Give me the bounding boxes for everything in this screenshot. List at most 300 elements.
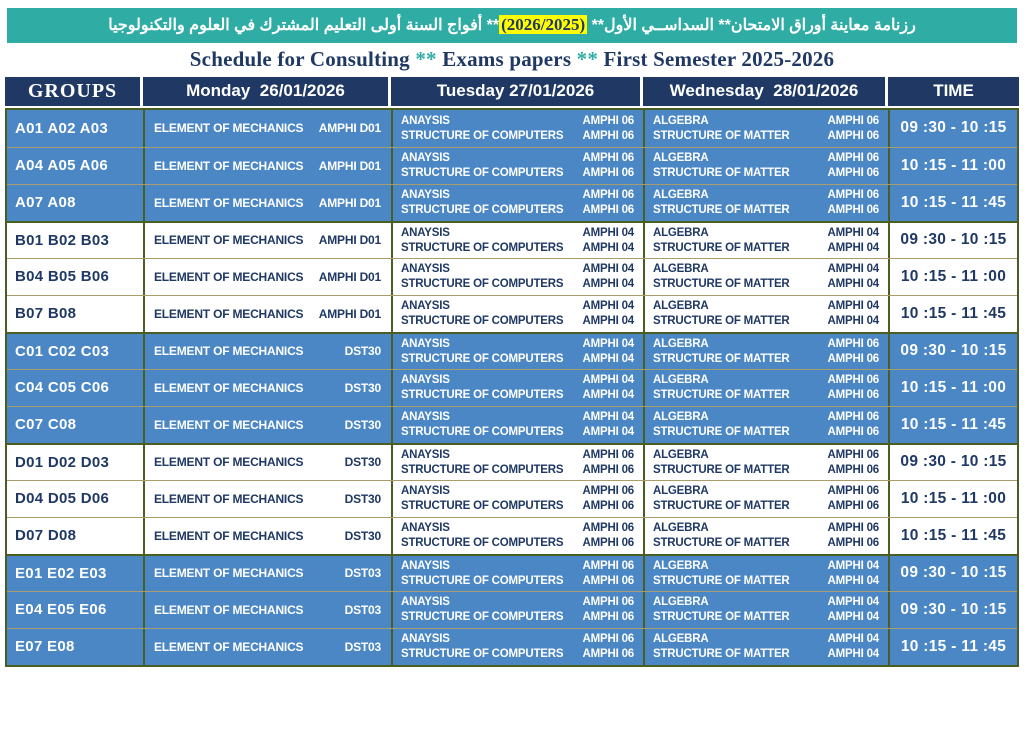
subject-label: ELEMENT OF MECHANICS — [154, 417, 304, 432]
room-label: AMPHI 04 — [827, 263, 879, 276]
wednesday-line-1 — [653, 115, 879, 127]
tuesday-line-2 — [401, 130, 634, 142]
room-label: AMPHI 04 — [827, 226, 879, 239]
groups-cell: E01 E02 E03 — [7, 556, 145, 591]
monday-cell — [145, 185, 393, 221]
wednesday-line-2 — [653, 167, 879, 179]
room-label: AMPHI 04 — [582, 352, 634, 365]
monday-cell — [145, 370, 393, 406]
wednesday-cell — [645, 407, 890, 443]
monday-cell — [145, 407, 393, 443]
banner-text-before: رزنامة معاينة أوراق الامتحان** السداســي الأول** — [587, 17, 916, 34]
groups-cell: E04 E05 E06 — [7, 592, 145, 628]
tuesday-cell — [393, 296, 645, 332]
room-label: AMPHI 06 — [582, 522, 634, 535]
groups-cell: B07 B08 — [7, 296, 145, 332]
time-cell: 09 :30 - 10 :15 — [900, 600, 1007, 618]
wednesday-line-2 — [653, 426, 879, 438]
wednesday-line-2 — [653, 130, 879, 142]
room-label: AMPHI 06 — [827, 189, 879, 202]
room-label: AMPHI 04 — [582, 337, 634, 350]
room-label: DST30 — [344, 417, 381, 432]
subject-label: STRUCTURE OF MATTER — [653, 500, 790, 513]
subject-label: STRUCTURE OF MATTER — [653, 241, 790, 254]
room-label: DST03 — [344, 566, 381, 581]
column-header-groups: GROUPS — [5, 77, 143, 106]
time-cell: 09 :30 - 10 :15 — [900, 231, 1007, 249]
tuesday-cell — [393, 629, 645, 665]
wednesday-cell — [645, 110, 890, 147]
wednesday-line-2 — [653, 575, 879, 587]
subject-label: STRUCTURE OF COMPUTERS — [401, 500, 564, 513]
room-label: AMPHI 06 — [827, 204, 879, 217]
subject-label: ELEMENT OF MECHANICS — [154, 344, 304, 359]
room-label: AMPHI 06 — [827, 337, 879, 350]
room-label: AMPHI 04 — [582, 374, 634, 387]
subject-label: ELEMENT OF MECHANICS — [154, 121, 304, 136]
subject-label: STRUCTURE OF MATTER — [653, 463, 790, 476]
tuesday-line-1 — [401, 115, 634, 127]
wednesday-line-2 — [653, 389, 879, 401]
tuesday-cell — [393, 259, 645, 295]
room-label: AMPHI 06 — [582, 537, 634, 550]
tuesday-line-2 — [401, 242, 634, 254]
subject-label: ALGEBRA — [653, 485, 709, 498]
room-label: AMPHI 06 — [827, 374, 879, 387]
wednesday-line-1 — [653, 227, 879, 239]
monday-cell — [145, 259, 393, 295]
tuesday-cell — [393, 445, 645, 480]
room-label: AMPHI 06 — [582, 559, 634, 572]
wednesday-line-1 — [653, 263, 879, 275]
subject-label: ALGEBRA — [653, 300, 709, 313]
tuesday-cell — [393, 518, 645, 554]
groups-cell: D01 D02 D03 — [7, 445, 145, 480]
room-label: AMPHI 06 — [582, 129, 634, 142]
room-label: AMPHI 04 — [582, 263, 634, 276]
table-row — [7, 480, 1017, 517]
tuesday-line-2 — [401, 315, 634, 327]
monday-cell — [145, 110, 393, 147]
wednesday-cell — [645, 334, 890, 369]
wednesday-line-1 — [653, 374, 879, 386]
subject-label: ELEMENT OF MECHANICS — [154, 233, 304, 248]
wednesday-cell — [645, 259, 890, 295]
room-label: AMPHI 06 — [582, 574, 634, 587]
room-label: AMPHI 04 — [582, 389, 634, 402]
column-header-monday: Monday 26/01/2026 — [143, 77, 391, 106]
wednesday-cell — [645, 370, 890, 406]
title-segment: Schedule for Consulting — [189, 46, 416, 71]
wednesday-cell — [645, 518, 890, 554]
room-label: AMPHI 06 — [582, 596, 634, 609]
room-label: AMPHI 06 — [582, 485, 634, 498]
column-header-tuesday: Tuesday 27/01/2026 — [391, 77, 643, 106]
room-label: AMPHI 04 — [827, 278, 879, 291]
time-cell: 10 :15 - 11 :45 — [900, 193, 1007, 211]
room-label: AMPHI 04 — [827, 241, 879, 254]
wednesday-line-1 — [653, 449, 879, 461]
room-label: AMPHI 04 — [582, 226, 634, 239]
tuesday-line-2 — [401, 500, 634, 512]
wednesday-line-2 — [653, 353, 879, 365]
room-label: AMPHI 06 — [582, 500, 634, 513]
subject-label: ANAYSIS — [401, 374, 450, 387]
tuesday-line-2 — [401, 537, 634, 549]
wednesday-cell — [645, 185, 890, 221]
subject-label: STRUCTURE OF COMPUTERS — [401, 241, 564, 254]
room-label: AMPHI 06 — [582, 114, 634, 127]
title-segment: Exams papers — [442, 46, 577, 71]
table-row — [7, 628, 1017, 665]
subject-label: STRUCTURE OF MATTER — [653, 204, 790, 217]
tuesday-cell — [393, 110, 645, 147]
table-row — [7, 295, 1017, 332]
table-row — [7, 591, 1017, 628]
tuesday-cell — [393, 148, 645, 184]
wednesday-line-2 — [653, 500, 879, 512]
monday-cell — [145, 629, 393, 665]
tuesday-cell — [393, 481, 645, 517]
subject-label: STRUCTURE OF COMPUTERS — [401, 426, 564, 439]
wednesday-line-2 — [653, 204, 879, 216]
subject-label: STRUCTURE OF MATTER — [653, 352, 790, 365]
wednesday-line-1 — [653, 485, 879, 497]
room-label: AMPHI 04 — [827, 596, 879, 609]
wednesday-line-1 — [653, 522, 879, 534]
tuesday-line-1 — [401, 227, 634, 239]
room-label: AMPHI 04 — [827, 633, 879, 646]
tuesday-line-1 — [401, 449, 634, 461]
time-cell: 09 :30 - 10 :15 — [900, 564, 1007, 582]
subject-label: ANAYSIS — [401, 226, 450, 239]
room-label: AMPHI 04 — [827, 648, 879, 661]
subject-label: ALGEBRA — [653, 596, 709, 609]
room-label: AMPHI 06 — [827, 463, 879, 476]
tuesday-line-1 — [401, 374, 634, 386]
room-label: DST30 — [344, 491, 381, 506]
room-label: AMPHI 06 — [582, 152, 634, 165]
room-label: AMPHI 04 — [827, 559, 879, 572]
tuesday-line-2 — [401, 648, 634, 660]
room-label: AMPHI 04 — [582, 411, 634, 424]
tuesday-cell — [393, 185, 645, 221]
page-title — [0, 47, 1024, 72]
wednesday-cell — [645, 629, 890, 665]
tuesday-line-2 — [401, 278, 634, 290]
groups-cell: D07 D08 — [7, 518, 145, 554]
room-label: AMPHI 06 — [582, 189, 634, 202]
banner-year-highlight: (2026/2025) — [501, 15, 586, 34]
groups-cell: A01 A02 A03 — [7, 110, 145, 147]
time-cell: 09 :30 - 10 :15 — [900, 453, 1007, 471]
table-row — [7, 443, 1017, 480]
subject-label: STRUCTURE OF COMPUTERS — [401, 463, 564, 476]
room-label: AMPHI 04 — [827, 611, 879, 624]
tuesday-line-1 — [401, 596, 634, 608]
tuesday-line-1 — [401, 189, 634, 201]
tuesday-line-1 — [401, 152, 634, 164]
wednesday-cell — [645, 223, 890, 258]
table-row — [7, 258, 1017, 295]
wednesday-line-1 — [653, 596, 879, 608]
groups-cell: A07 A08 — [7, 185, 145, 221]
subject-label: ELEMENT OF MECHANICS — [154, 491, 304, 506]
monday-cell — [145, 148, 393, 184]
subject-label: STRUCTURE OF COMPUTERS — [401, 352, 564, 365]
room-label: AMPHI 06 — [827, 411, 879, 424]
subject-label: STRUCTURE OF MATTER — [653, 611, 790, 624]
wednesday-cell — [645, 148, 890, 184]
monday-cell — [145, 592, 393, 628]
table-row — [7, 517, 1017, 554]
time-cell: 10 :15 - 11 :45 — [900, 415, 1007, 433]
subject-label: STRUCTURE OF MATTER — [653, 426, 790, 439]
wednesday-line-1 — [653, 338, 879, 350]
room-label: AMPHI 06 — [827, 522, 879, 535]
table-body — [5, 108, 1019, 667]
subject-label: ELEMENT OF MECHANICS — [154, 602, 304, 617]
tuesday-cell — [393, 370, 645, 406]
tuesday-line-1 — [401, 560, 634, 572]
subject-label: ANAYSIS — [401, 300, 450, 313]
wednesday-line-1 — [653, 152, 879, 164]
wednesday-line-1 — [653, 560, 879, 572]
table-row — [7, 332, 1017, 369]
subject-label: ANAYSIS — [401, 189, 450, 202]
room-label: AMPHI 06 — [582, 463, 634, 476]
subject-label: ALGEBRA — [653, 522, 709, 535]
room-label: AMPHI 06 — [827, 448, 879, 461]
subject-label: ELEMENT OF MECHANICS — [154, 566, 304, 581]
subject-label: STRUCTURE OF COMPUTERS — [401, 574, 564, 587]
subject-label: ELEMENT OF MECHANICS — [154, 528, 304, 543]
tuesday-line-2 — [401, 611, 634, 623]
groups-cell: A04 A05 A06 — [7, 148, 145, 184]
banner-text-after: ** أفواج السنة أولى التعليم المشترك في العلوم والتكنولوجيا — [108, 17, 500, 34]
tuesday-line-1 — [401, 338, 634, 350]
tuesday-line-2 — [401, 167, 634, 179]
subject-label: ALGEBRA — [653, 152, 709, 165]
subject-label: STRUCTURE OF MATTER — [653, 389, 790, 402]
subject-label: ANAYSIS — [401, 633, 450, 646]
subject-label: ALGEBRA — [653, 633, 709, 646]
groups-cell: C04 C05 C06 — [7, 370, 145, 406]
subject-label: ANAYSIS — [401, 448, 450, 461]
table-row — [7, 184, 1017, 221]
subject-label: ELEMENT OF MECHANICS — [154, 158, 304, 173]
room-label: DST30 — [344, 344, 381, 359]
subject-label: ALGEBRA — [653, 411, 709, 424]
room-label: AMPHI D01 — [318, 158, 381, 173]
room-label: AMPHI 06 — [827, 500, 879, 513]
subject-label: STRUCTURE OF MATTER — [653, 315, 790, 328]
subject-label: ALGEBRA — [653, 263, 709, 276]
subject-label: STRUCTURE OF MATTER — [653, 537, 790, 550]
subject-label: ANAYSIS — [401, 114, 450, 127]
room-label: AMPHI 04 — [827, 574, 879, 587]
subject-label: STRUCTURE OF COMPUTERS — [401, 648, 564, 661]
subject-label: ALGEBRA — [653, 114, 709, 127]
tuesday-line-2 — [401, 426, 634, 438]
room-label: AMPHI 06 — [582, 633, 634, 646]
monday-cell — [145, 556, 393, 591]
room-label: DST30 — [344, 380, 381, 395]
subject-label: ALGEBRA — [653, 337, 709, 350]
table-row — [7, 221, 1017, 258]
subject-label: STRUCTURE OF MATTER — [653, 129, 790, 142]
tuesday-line-2 — [401, 575, 634, 587]
subject-label: STRUCTURE OF COMPUTERS — [401, 129, 564, 142]
groups-cell: C01 C02 C03 — [7, 334, 145, 369]
room-label: AMPHI D01 — [318, 269, 381, 284]
room-label: AMPHI 04 — [582, 300, 634, 313]
groups-cell: D04 D05 D06 — [7, 481, 145, 517]
tuesday-cell — [393, 334, 645, 369]
room-label: DST30 — [344, 455, 381, 470]
room-label: AMPHI 06 — [827, 537, 879, 550]
wednesday-line-1 — [653, 189, 879, 201]
time-cell: 10 :15 - 11 :45 — [900, 304, 1007, 322]
column-header-wednesday: Wednesday 28/01/2026 — [643, 77, 888, 106]
subject-label: ALGEBRA — [653, 374, 709, 387]
subject-label: STRUCTURE OF COMPUTERS — [401, 278, 564, 291]
time-cell: 09 :30 - 10 :15 — [900, 119, 1007, 137]
room-label: AMPHI D01 — [318, 233, 381, 248]
monday-cell — [145, 518, 393, 554]
table-row — [7, 147, 1017, 184]
subject-label: STRUCTURE OF COMPUTERS — [401, 611, 564, 624]
room-label: AMPHI D01 — [318, 121, 381, 136]
room-label: DST30 — [344, 528, 381, 543]
room-label: AMPHI 06 — [582, 204, 634, 217]
subject-label: STRUCTURE OF COMPUTERS — [401, 315, 564, 328]
tuesday-cell — [393, 407, 645, 443]
table-row — [7, 110, 1017, 147]
room-label: AMPHI 04 — [582, 426, 634, 439]
table-header-row — [5, 77, 1019, 106]
subject-label: ELEMENT OF MECHANICS — [154, 306, 304, 321]
time-cell: 10 :15 - 11 :45 — [900, 526, 1007, 544]
wednesday-cell — [645, 481, 890, 517]
wednesday-line-2 — [653, 648, 879, 660]
subject-label: ELEMENT OF MECHANICS — [154, 639, 304, 654]
subject-label: STRUCTURE OF MATTER — [653, 278, 790, 291]
wednesday-line-2 — [653, 278, 879, 290]
wednesday-line-2 — [653, 242, 879, 254]
subject-label: ANAYSIS — [401, 152, 450, 165]
room-label: AMPHI 06 — [827, 129, 879, 142]
groups-cell: E07 E08 — [7, 629, 145, 665]
wednesday-line-1 — [653, 300, 879, 312]
room-label: AMPHI 06 — [827, 426, 879, 439]
subject-label: ANAYSIS — [401, 559, 450, 572]
monday-cell — [145, 296, 393, 332]
subject-label: ALGEBRA — [653, 448, 709, 461]
tuesday-line-1 — [401, 263, 634, 275]
subject-label: ALGEBRA — [653, 226, 709, 239]
table-row — [7, 406, 1017, 443]
room-label: AMPHI 04 — [582, 315, 634, 328]
room-label: AMPHI 06 — [582, 448, 634, 461]
room-label: DST03 — [344, 639, 381, 654]
room-label: AMPHI 06 — [827, 352, 879, 365]
subject-label: ANAYSIS — [401, 337, 450, 350]
wednesday-cell — [645, 445, 890, 480]
room-label: AMPHI 04 — [827, 300, 879, 313]
room-label: AMPHI 06 — [582, 167, 634, 180]
subject-label: ANAYSIS — [401, 485, 450, 498]
monday-cell — [145, 445, 393, 480]
subject-label: ALGEBRA — [653, 189, 709, 202]
room-label: AMPHI 06 — [827, 152, 879, 165]
subject-label: ELEMENT OF MECHANICS — [154, 455, 304, 470]
monday-cell — [145, 481, 393, 517]
subject-label: STRUCTURE OF COMPUTERS — [401, 167, 564, 180]
groups-cell: B04 B05 B06 — [7, 259, 145, 295]
subject-label: ANAYSIS — [401, 263, 450, 276]
subject-label: ELEMENT OF MECHANICS — [154, 269, 304, 284]
wednesday-cell — [645, 592, 890, 628]
room-label: AMPHI 06 — [827, 389, 879, 402]
room-label: AMPHI 06 — [827, 114, 879, 127]
subject-label: ELEMENT OF MECHANICS — [154, 195, 304, 210]
groups-cell: C07 C08 — [7, 407, 145, 443]
wednesday-cell — [645, 556, 890, 591]
room-label: AMPHI 04 — [582, 241, 634, 254]
time-cell: 09 :30 - 10 :15 — [900, 342, 1007, 360]
arabic-banner — [7, 8, 1017, 43]
time-cell: 10 :15 - 11 :00 — [900, 489, 1007, 507]
subject-label: STRUCTURE OF COMPUTERS — [401, 204, 564, 217]
tuesday-line-2 — [401, 389, 634, 401]
subject-label: ALGEBRA — [653, 559, 709, 572]
tuesday-line-1 — [401, 485, 634, 497]
wednesday-line-2 — [653, 537, 879, 549]
time-cell: 10 :15 - 11 :00 — [900, 267, 1007, 285]
room-label: DST03 — [344, 602, 381, 617]
table-row — [7, 369, 1017, 406]
room-label: AMPHI D01 — [318, 195, 381, 210]
tuesday-line-1 — [401, 522, 634, 534]
wednesday-line-2 — [653, 315, 879, 327]
wednesday-line-2 — [653, 464, 879, 476]
tuesday-cell — [393, 592, 645, 628]
tuesday-line-2 — [401, 353, 634, 365]
room-label: AMPHI 06 — [582, 648, 634, 661]
table-row — [7, 554, 1017, 591]
time-cell: 10 :15 - 11 :00 — [900, 378, 1007, 396]
title-segment: ** — [415, 46, 443, 71]
room-label: AMPHI 06 — [827, 485, 879, 498]
subject-label: ANAYSIS — [401, 596, 450, 609]
wednesday-line-1 — [653, 633, 879, 645]
subject-label: STRUCTURE OF COMPUTERS — [401, 537, 564, 550]
subject-label: STRUCTURE OF MATTER — [653, 574, 790, 587]
tuesday-line-1 — [401, 411, 634, 423]
subject-label: ANAYSIS — [401, 411, 450, 424]
monday-cell — [145, 334, 393, 369]
tuesday-cell — [393, 556, 645, 591]
subject-label: STRUCTURE OF MATTER — [653, 167, 790, 180]
subject-label: ELEMENT OF MECHANICS — [154, 380, 304, 395]
groups-cell: B01 B02 B03 — [7, 223, 145, 258]
title-segment: ** — [576, 46, 604, 71]
tuesday-line-1 — [401, 300, 634, 312]
room-label: AMPHI 04 — [827, 315, 879, 328]
room-label: AMPHI 06 — [582, 611, 634, 624]
room-label: AMPHI 06 — [827, 167, 879, 180]
